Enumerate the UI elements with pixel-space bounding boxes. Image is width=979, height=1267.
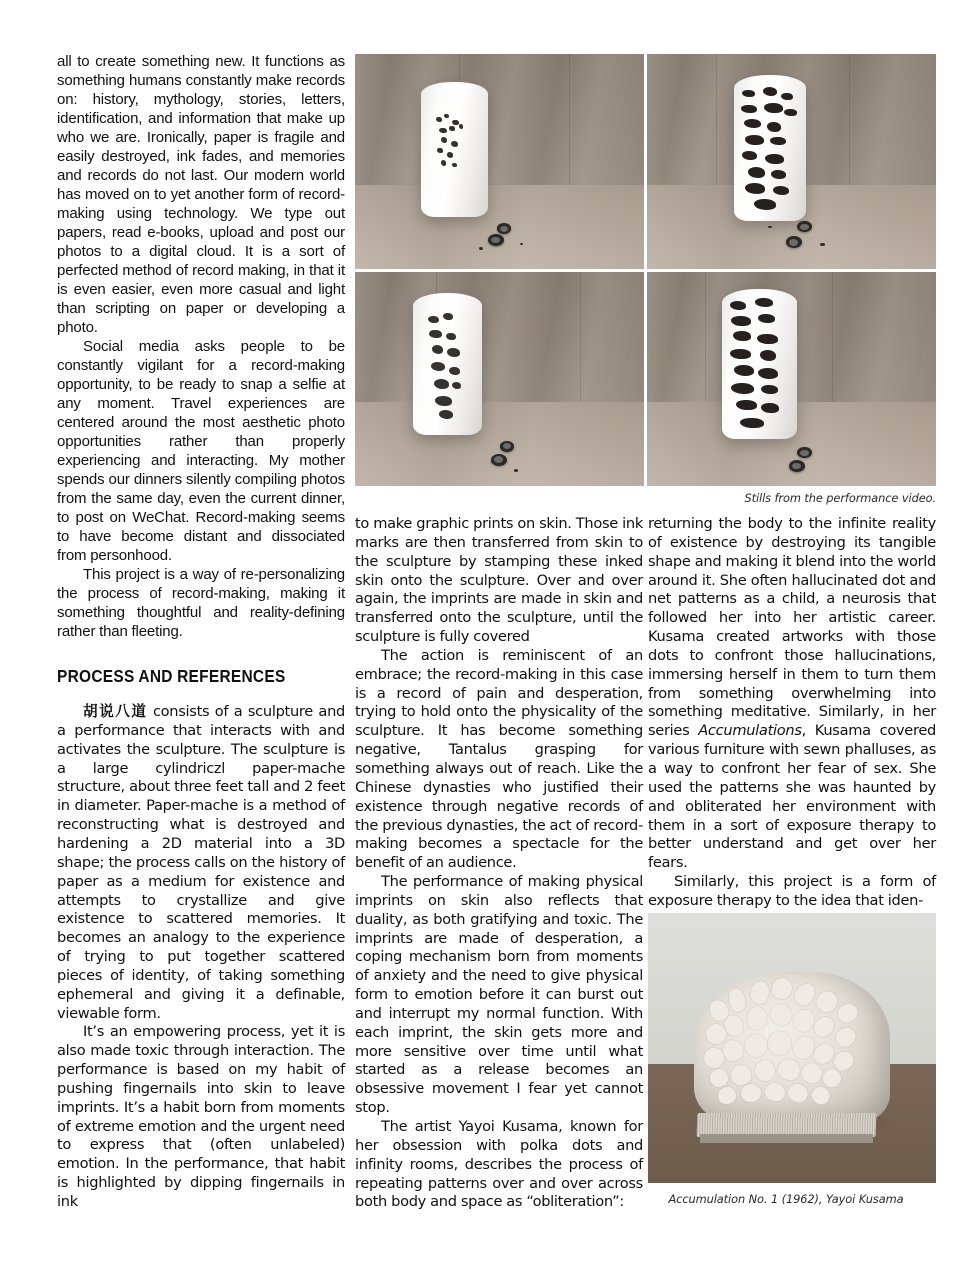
paragraph (648, 515, 936, 873)
backdrop-crease (569, 54, 570, 187)
paragraph: Social media asks people to be constantly vigilant for a record-making opportunity, to be ready to snap a selfie at any moment. Travel experiences are centered around the most aesthetic photo opportunities rather than properly experiencing and interacting. My mother spends our dinners silently compiling photos from the same day, even the current dinner, to post on WeChat. Record-making seems to have become distant and dissociated from personhood. (57, 338, 345, 564)
text-column-1 (57, 52, 345, 1212)
ink-container (797, 447, 811, 458)
ink-container (500, 441, 514, 452)
performance-still-2 (647, 54, 936, 269)
caption-accumulation: Accumulation No. 1 (1962), Yayoi Kusama (668, 1192, 904, 1206)
ink-imprints (734, 75, 806, 221)
backdrop-crease (580, 272, 581, 405)
paper-mache-cylinder (413, 293, 482, 435)
section-heading: PROCESS AND REFERENCES (57, 666, 286, 686)
paper-mache-cylinder (722, 289, 797, 439)
ink-container (488, 234, 504, 246)
ink-container (786, 236, 802, 248)
studio-scene (355, 54, 644, 269)
cjk-title-lead: 胡说八道 (83, 703, 148, 721)
paragraph (57, 703, 345, 1023)
paragraph-text: consists of a sculpture and a performance that interacts with and activates the sculpture. The sculpture is a large cylindriczl paper-mache structure, about three feet tall and 2 feet in diameter. Paper-mache is a method of reconstructing what is destroyed and hardening a 2D material into a 3D shape; the process calls on the history of paper as a medium for existence and attempts to crystallize and give existence to scattered memories. It becomes an analogy to the experience of trying to put together scattered pieces of identity, of taking something ephemeral and giving it a definable, viewable form. (57, 703, 345, 1022)
backdrop-crease (849, 54, 850, 187)
performance-still-1 (355, 54, 644, 269)
ink-container (789, 460, 805, 472)
text-column-3 (648, 515, 936, 911)
paragraph-text: , Kusama covered various furniture with sewn phalluses, as a way to confront her fear of sex. She used the patterns she was haunted by and obliterated her environment with them in a sort of exposure therapy to better understand and get over her fears. (648, 722, 936, 872)
performance-video-stills-grid (355, 54, 936, 486)
paragraph: The action is reminiscent of an embrace; the record-making in this case is a record of pain and desperation, trying to hold onto the physicality of the sculpture. It has become something negative, Tantalus grasping for something always out of reach. Like the Chinese dynasties who justified their existence through negative records of the previous dynasties, the act of record-making becomes a spectacle for the benefit of an audience. (355, 646, 643, 872)
paragraph: to make graphic prints on skin. Those ink marks are then transferred from skin to the sculpture by stamping these inked skin onto the sculpture. Over and over again, the imprints are made in skin and transferred onto the sculpture, until the sculpture is fully covered (355, 515, 643, 646)
caption-performance-stills: Stills from the performance video. (744, 491, 936, 505)
paper-mache-cylinder (734, 75, 806, 221)
studio-scene (647, 272, 936, 487)
text-column-2 (355, 515, 643, 1212)
ink-container (797, 221, 811, 232)
ink-imprints (413, 293, 482, 435)
ink-container (491, 454, 507, 466)
accumulation-no-1-photograph (648, 913, 936, 1183)
performance-still-3 (355, 272, 644, 487)
paper-backdrop (355, 54, 644, 187)
studio-scene (647, 54, 936, 269)
paper-backdrop (355, 272, 644, 405)
paragraph: Similarly, this project is a form of exposure therapy to the idea that iden- (648, 873, 936, 909)
performance-still-4 (647, 272, 936, 487)
backdrop-crease (716, 54, 717, 187)
paragraph: The artist Yayoi Kusama, known for her obsession with polka dots and infinity rooms, describes the process of repeating patterns over and over across both body and space as “obliteration”: (355, 1118, 643, 1211)
paragraph: This project is a way of re-personalizing the process of record-making, making it something thoughtful and reality-defining rather than fleeting. (57, 566, 345, 640)
ink-imprints (722, 289, 797, 439)
paragraph: all to create something new. It functions as something humans constantly make records on: history, mythology, stories, letters, identification, and information that make up who we are. Ironically, paper is fragile and easily destroyed, ink fades, and memories and records do not last. Our modern world has moved on to yet another form of record-making using technology. We type out papers, read e-books, upload and post our photos to a digital cloud. It is a sort of perfected method of record making, in that it is even easier, even more casual and light than scripting on paper or developing a photo. (57, 53, 345, 336)
backdrop-crease (832, 272, 833, 405)
paper-mache-cylinder (421, 82, 487, 217)
artwork-series-title: Accumulations (698, 722, 802, 740)
studio-scene (355, 272, 644, 487)
sculpture-base (700, 1134, 873, 1142)
paragraph: The performance of making physical imprints on skin also reflects that duality, as both gratifying and toxic. The imprints are made of desperation, a coping mechanism born from moments of anxiety and the need to give physical form to emotion before it can burst out and interrupt my normal function. With each imprint, the skin gets more and more sensitive over time until what started as a release becomes an obsessive movement I fear yet cannot stop. (355, 873, 643, 1117)
sewn-protrusions (694, 972, 890, 1123)
ink-imprints (421, 82, 487, 217)
paragraph-text: returning the body to the infinite reality of existence by destroying its tangible shape and making it blend into the world around it. She often hallucinated dot and net patterns as a child, a neurosis that followed her into her artistic career. Kusama created artworks with those dots to confront those hallucinations, immersing herself in them to turn them from something overwhelming into something meditative. Similarly, in her series (648, 515, 936, 740)
paragraph: It’s an empowering process, yet it is also made toxic through interaction. The performance is based on my habit of pushing fingernails into skin to leave imprints. It’s a habit born from moments of extreme emotion and the urgent need to express that (often unlabeled) emotion. In the performance, that habit is highlighted by dipping fingernails in ink (57, 1023, 345, 1211)
backdrop-crease (705, 272, 706, 405)
sculpture-mass (694, 972, 890, 1123)
